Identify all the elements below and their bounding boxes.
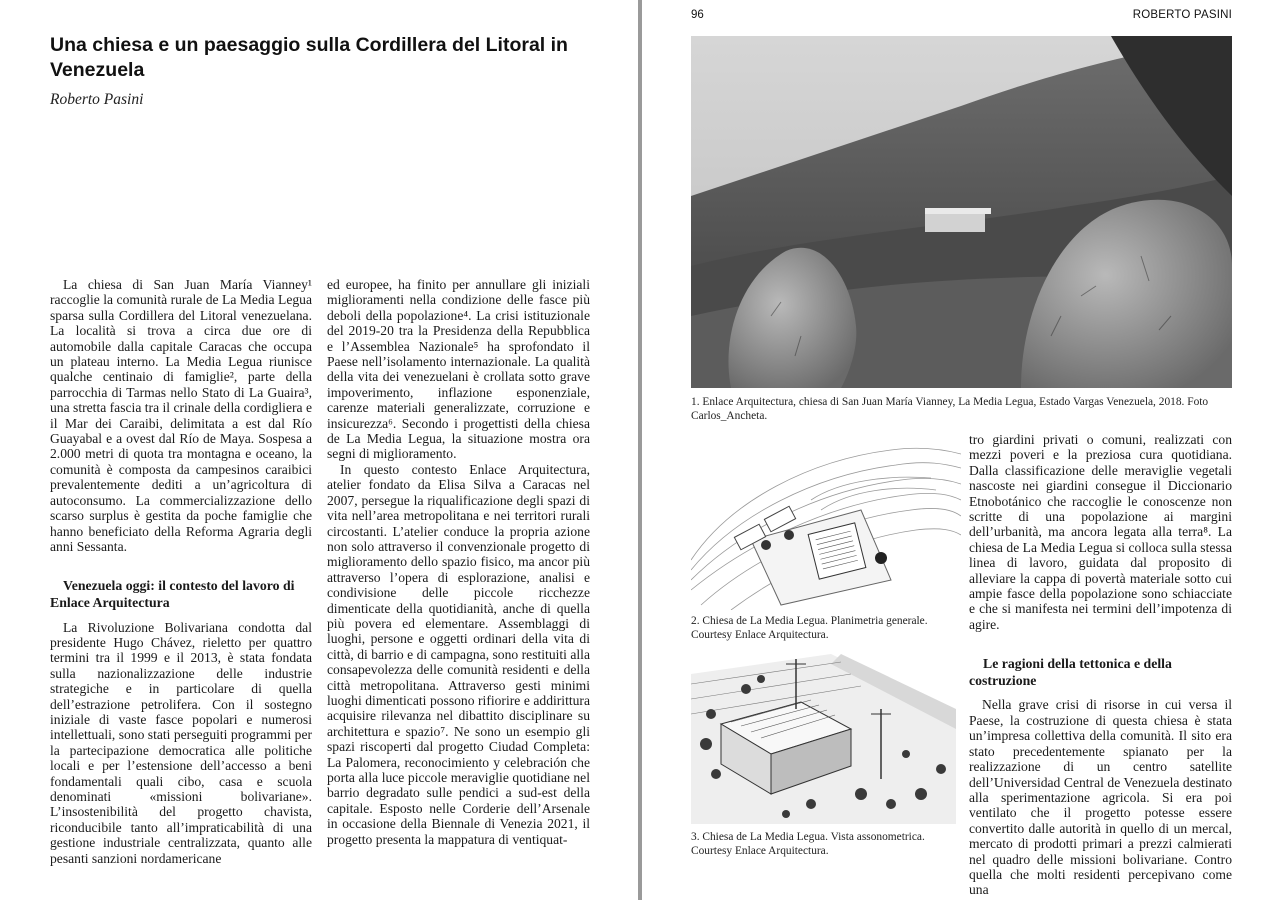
article-title: Una chiesa e un paesaggio sulla Cordillera del Litoral in Venezuela: [50, 34, 568, 81]
section-heading: Le ragioni della tettonica e della costruzione: [969, 656, 1172, 688]
paragraph: La Rivoluzione Bolivariana condotta dal presidente Hugo Chávez, rieletto per quattro termini tra il 1999 e il 2013, è stata fondata sulla nazionalizzazione delle industrie strategiche e in particolare di quella dell’estrazione petrolifera. Con il sostegno iniziale di vaste fasce popolari e numerosi intellettuali, sono stati perseguiti programmi per la partecipazione democratica alle politiche locali e per l’estensione dell’accesso a beni fondamentali quali cibo, casa e scuola denominati «missioni bolivariane». L’insostenibilità del progetto chavista, riconducibile tanto all’impraticabilità di una gestione industriale centralizzata, quanto alle pesanti sanzioni nordamericane: [50, 619, 312, 866]
right-text-column: [969, 432, 1232, 898]
figure-3-caption: 3. Chiesa de La Media Legua. Vista assonometrica. Courtesy Enlace Arquitectura.: [691, 831, 925, 857]
article-author: Roberto Pasini: [50, 91, 144, 108]
axonometric-drawing: [691, 654, 956, 824]
text-column-1: [50, 277, 312, 866]
figure-3-axonometric: [691, 654, 956, 824]
paragraph: In questo contesto Enlace Arquitectura, atelier fondato da Elisa Silva a Caracas nel 2007, persegue la riqualificazione degli spazi di vita nell’area metropolitana e nei territori rurali circostanti. L’atelier conduce la propria azione non solo attraverso il convenzionale progetto di miglioramento dello spazio fisico, ma ancor più attraverso l’opera di esplorazione, analisi e condivisione delle piccole ricchezze dimenticate della quotidianità, anche di quella più povera ed elementare. Assemblaggi di luoghi, persone e oggetti ordinari della vita di città, di barrio e di campagna, sono restituiti alla consapevolezza delle comunità residenti e della città metropolitana. Attraverso gesti minimi luoghi dimenticati possono rifiorire e addirittura acquisire rilevanza nel dibattito disciplinare su architettura e spazio⁷. Ne sono un esempio gli spazi riscoperti dal progetto Ciudad Completa: La Palomera, reconocimiento y celebración che porta alla luce piccole meraviglie quotidiane nel barrio degradato sulle pendici a sud-est della capitale. Esposto nelle Corderie dell’Arsenale in occasione della Biennale di Venezia 2021, il progetto presenta la mappatura di ventiquat-: [327, 461, 590, 847]
site-plan-drawing: [691, 440, 961, 610]
page-number: 96: [691, 9, 704, 21]
paragraph: La chiesa di San Juan María Vianney¹ raccoglie la comunità rurale de La Media Legua sparsa sulla Cordillera del Litoral venezuelana. La località si trova a circa due ore di automobile dalla capitale Caracas che occupa un plateau interno. La Media Legua riunisce qualche centinaio di famiglie², parte della parrocchia di Tarmas nello Stato di La Guaira³, una stretta fascia tra il crinale della cordigliera e il Mar dei Caraibi, delimitata a est dal Río Guayabal e a ovest dal Río de Maya. Sospesa a 2.000 metri di quota tra montagna e oceano, la comunità è composta da campesinos caraibici prevalentemente dediti a un’agricoltura di autoconsumo. La commercializzazione dello scarso surplus è gestita da poche famiglie che hanno beneficiato della Reforma Agraria degli anni Sessanta.: [50, 277, 312, 554]
running-head: ROBERTO PASINI: [1132, 9, 1232, 21]
figure-1-caption: 1. Enlace Arquitectura, chiesa di San Juan María Vianney, La Media Legua, Estado Vargas Venezuela, 2018. Foto Carlos_Ancheta.: [691, 396, 1209, 422]
paragraph: ed europee, ha finito per annullare gli iniziali miglioramenti nella condizione delle fasce più deboli della popolazione⁴. La crisi istituzionale del 2019-20 tra la Presidenza della Repubblica e l’Assemblea Nazionale⁵ ha sprofondato il Paese nell’isolamento internazionale. La qualità della vita dei venezuelani è crollata sotto grave impoverimento, inflazione esponenziale, carenze materiali generalizzate, corruzione e insicurezza⁶. Secondo i progettisti della chiesa de La Media Legua, la situazione mostra ora segni di miglioramento.: [327, 277, 590, 462]
left-page: [0, 0, 638, 900]
figure-2-caption: 2. Chiesa de La Media Legua. Planimetria generale. Courtesy Enlace Arquitectura.: [691, 615, 928, 641]
paragraph: Nella grave crisi di risorse in cui versa il Paese, la costruzione di questa chiesa è stata un’impresa collettiva della comunità. Il sito era stato precedentemente spianato per la realizzazione di un centro satellite dell’Universidad Central de Venezuela destinato alla sperimentazione agricola. Si era poi ventilato che il progetto potesse essere convertito dalle autorità in quello di un mercal, mercato di prodotti primari a prezzi calmierati nel quadro delle missioni bolivariane. Contro quella che molti residenti percepivano come una: [969, 697, 1232, 898]
paragraph: tro giardini privati o comuni, realizzati con mezzi poveri e la preziosa cura quotidiana. Dalla classificazione delle meraviglie vegetali nascoste nei giardini consegue il Diccionario Etnobotánico che raccoglie le conoscenze non scritte di una popolazione ai margini dell’urbanità, ma ancora legata alla terra⁸. La chiesa de La Media Legua si colloca sulla stessa linea di lavoro, guidata dal proposito di alleviare la cappa di povertà materiale sotto cui ampie fasce della popolazione sono schiacciate e che si manifesta nei termini dell’impotenza di agire.: [969, 432, 1232, 632]
right-page: [642, 0, 1280, 900]
landscape-photo-illustration: [691, 36, 1232, 388]
figure-2-site-plan: [691, 440, 961, 610]
section-heading: Venezuela oggi: il contesto del lavoro di Enlace Arquitectura: [50, 578, 295, 610]
text-column-2: [327, 277, 590, 847]
figure-1-photo: [691, 36, 1232, 388]
